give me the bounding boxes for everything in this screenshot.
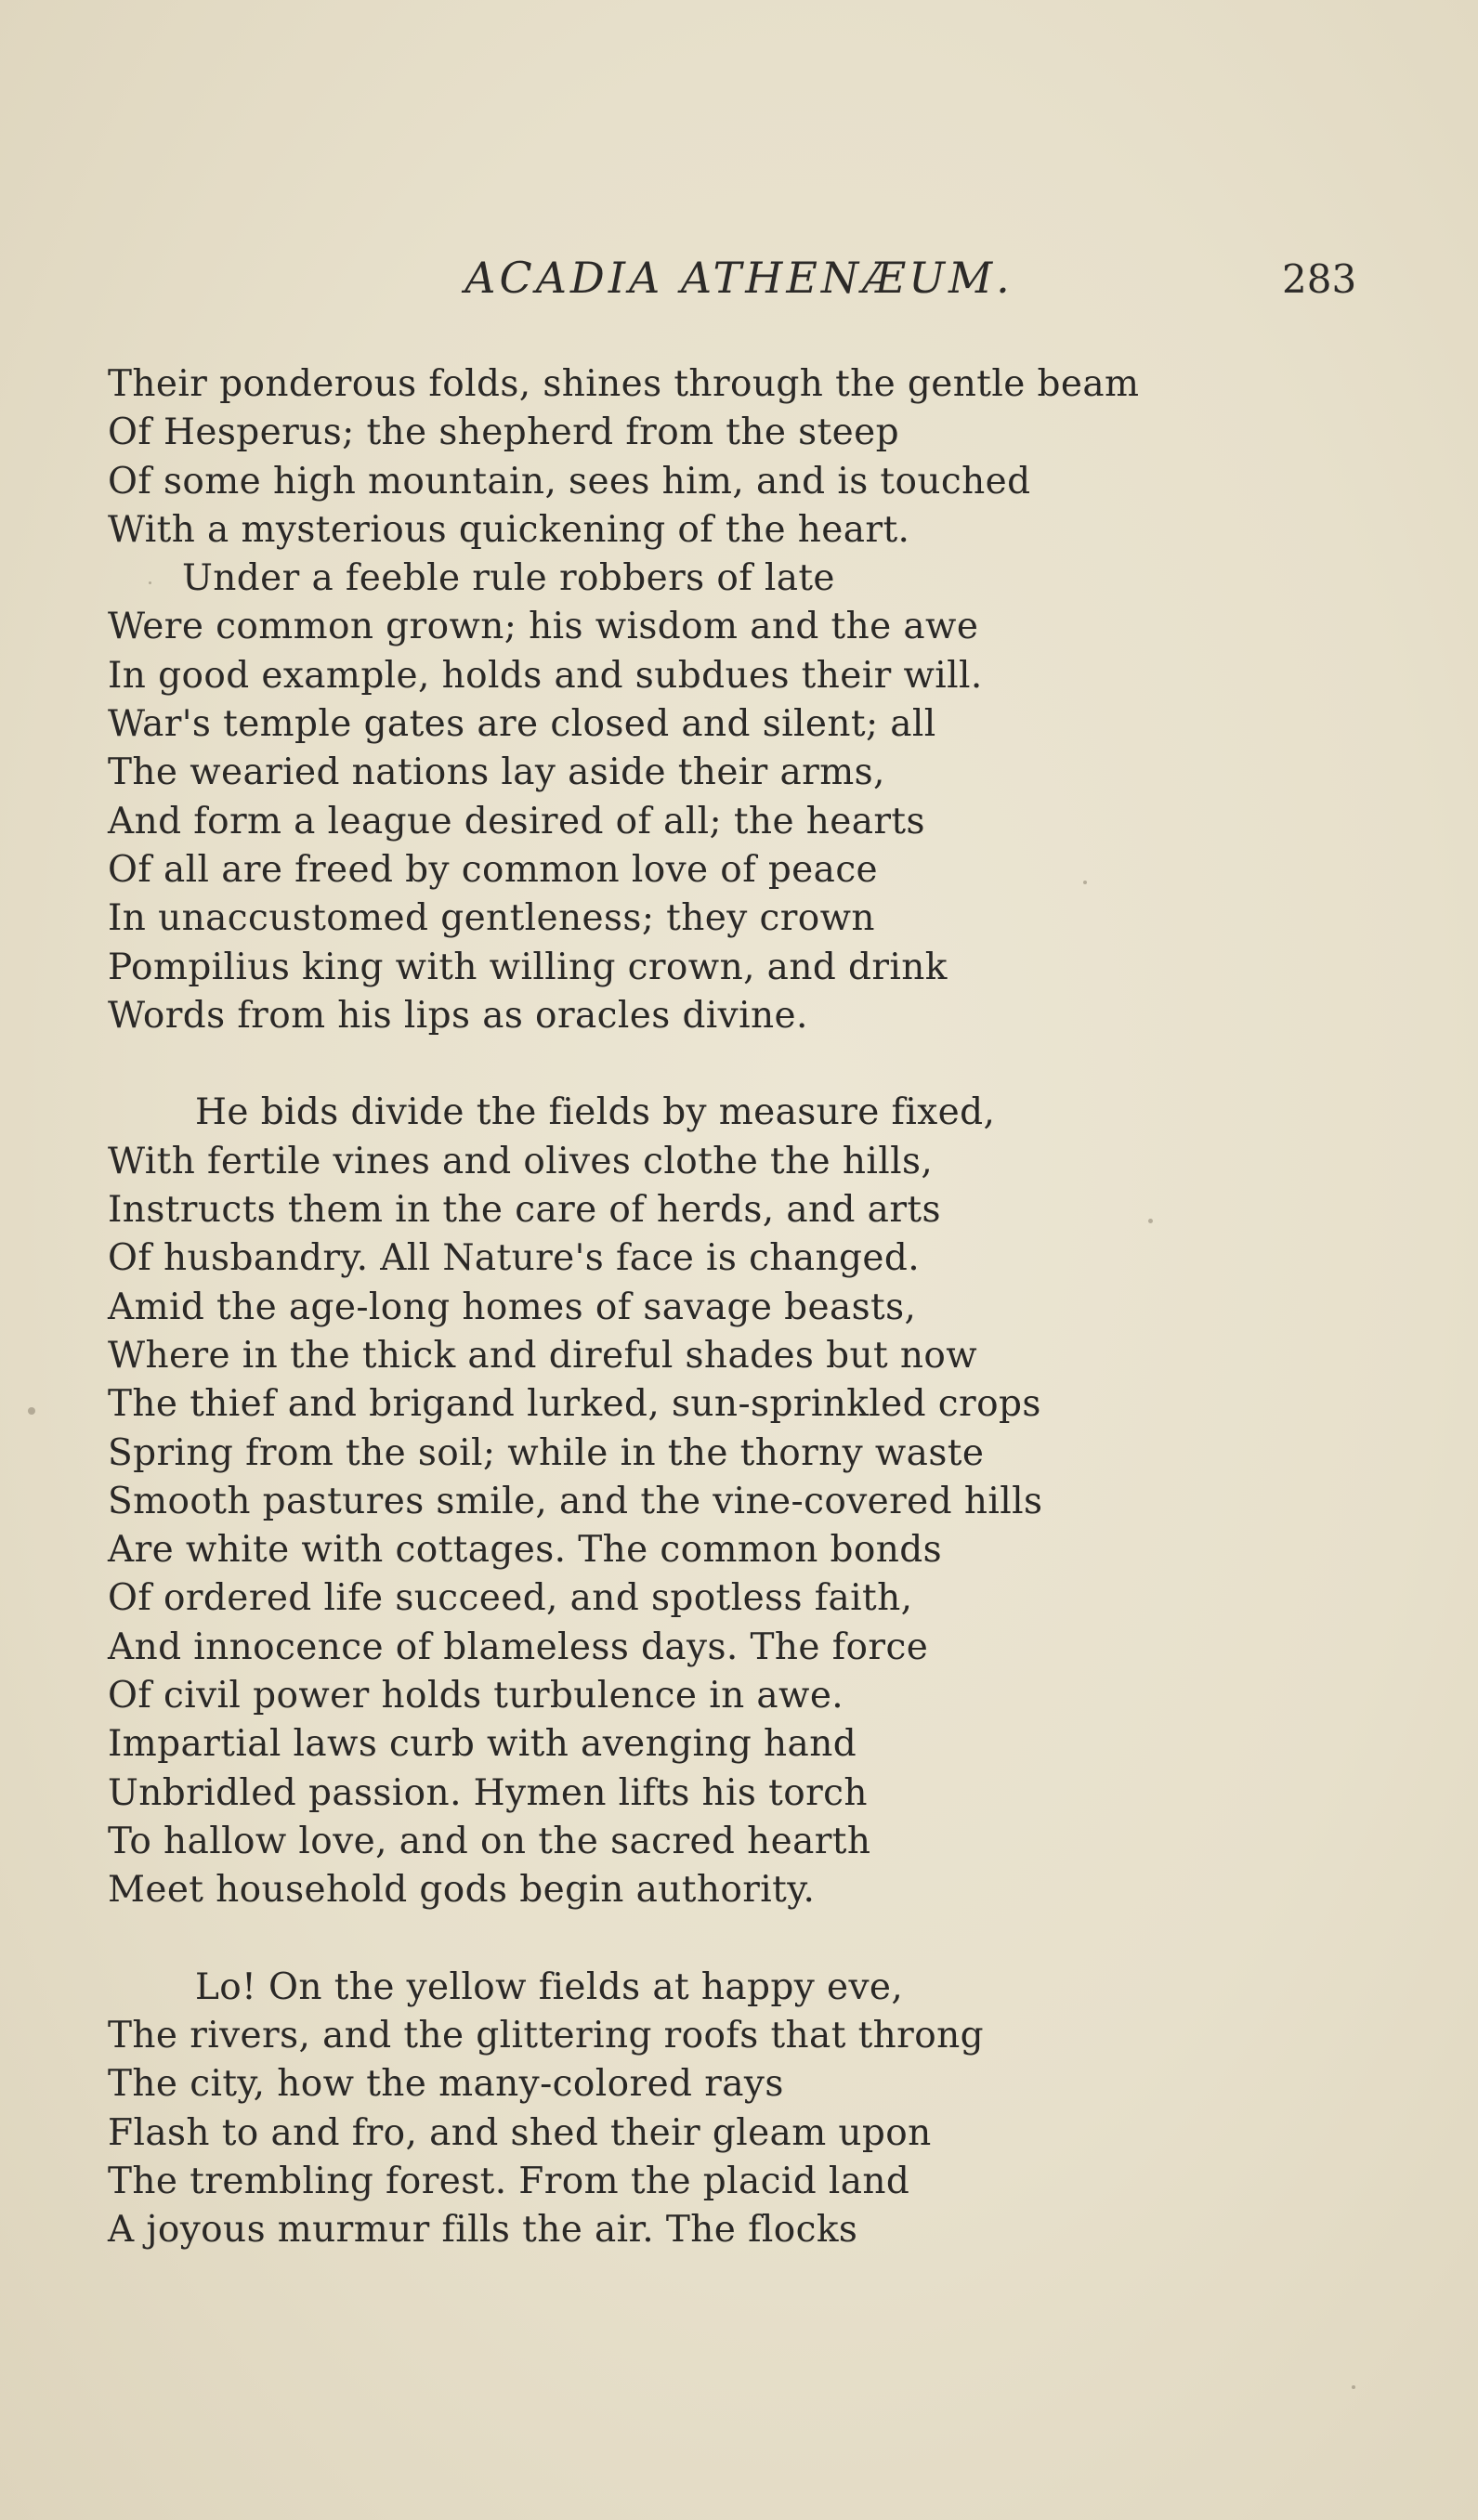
poem-line: Impartial laws curb with avenging hand (108, 1723, 857, 1766)
stanza-1 (108, 360, 1353, 1040)
stanza-3 (108, 1964, 1353, 2255)
paper-speck (1352, 2385, 1355, 2389)
poem-line: Flash to and fro, and shed their gleam upon (108, 2111, 932, 2154)
poem-line: Of some high mountain, sees him, and is touched (108, 460, 1031, 503)
poem-line: Smooth pastures smile, and the vine-covered hills (108, 1480, 1043, 1522)
poem-line: In unaccustomed gentleness; they crown (108, 897, 875, 940)
poem-line: Words from his lips as oracles divine. (108, 994, 808, 1037)
poem-line: A joyous murmur fills the air. The flocks (108, 2209, 858, 2252)
poem-line: Instructs them in the care of herds, and arts (108, 1189, 941, 1232)
page-number: 283 (1282, 256, 1357, 302)
poem-line: Of all are freed by common love of peace (108, 848, 879, 891)
poem-line: The city, how the many-colored rays (108, 2063, 784, 2106)
poem-line: Lo! On the yellow fields at happy eve, (195, 1965, 904, 2008)
poem-line: Unbridled passion. Hymen lifts his torch (108, 1771, 868, 1814)
poem-line: Spring from the soil; while in the thorny waste (108, 1431, 985, 1474)
poem-line: And innocence of blameless days. The force (108, 1626, 929, 1668)
paper-speck (149, 581, 151, 584)
poem-line: He bids divide the fields by measure fixed, (195, 1091, 996, 1134)
poem-line: With a mysterious quickening of the heart. (108, 508, 910, 551)
poem-line: Of civil power holds turbulence in awe. (108, 1675, 844, 1717)
poem-line: And form a league desired of all; the hearts (108, 800, 925, 842)
poem-line: Pompilius king with willing crown, and drink (108, 946, 948, 988)
poem-body (108, 360, 1353, 2255)
poem-line: Of ordered life succeed, and spotless faith, (108, 1577, 913, 1620)
poem-line: Of husbandry. All Nature's face is changed. (108, 1237, 920, 1280)
paper-speck (28, 1407, 35, 1415)
poem-line: Under a feeble rule robbers of late (182, 557, 835, 600)
poem-line: War's temple gates are closed and silent; all (108, 703, 936, 746)
poem-line: Meet household gods begin authority. (108, 1869, 816, 1912)
poem-line: With fertile vines and olives clothe the hills, (108, 1140, 934, 1182)
poem-line: In good example, holds and subdues their will. (108, 654, 983, 697)
running-header-title: ACADIA ATHENÆUM. (464, 253, 1014, 303)
poem-line: Of Hesperus; the shepherd from the steep (108, 411, 899, 454)
stanza-2 (108, 1089, 1353, 1914)
poem-line: Where in the thick and direful shades but now (108, 1334, 978, 1377)
poem-line: The trembling forest. From the placid land (108, 2160, 910, 2202)
paper-speck (1083, 881, 1087, 884)
poem-line: Are white with cottages. The common bonds (108, 1529, 943, 1572)
poem-line: Were common grown; his wisdom and the awe (108, 606, 979, 648)
poem-line: Their ponderous folds, shines through the gentle beam (108, 363, 1140, 405)
paper-speck (1148, 1219, 1153, 1223)
poem-line: The wearied nations lay aside their arms, (108, 751, 885, 794)
poem-line: To hallow love, and on the sacred hearth (108, 1820, 871, 1862)
poem-line: The thief and brigand lurked, sun-sprinkled crops (108, 1383, 1041, 1426)
poem-line: Amid the age-long homes of savage beasts, (108, 1286, 917, 1328)
poem-line: The rivers, and the glittering roofs that throng (108, 2015, 984, 2057)
